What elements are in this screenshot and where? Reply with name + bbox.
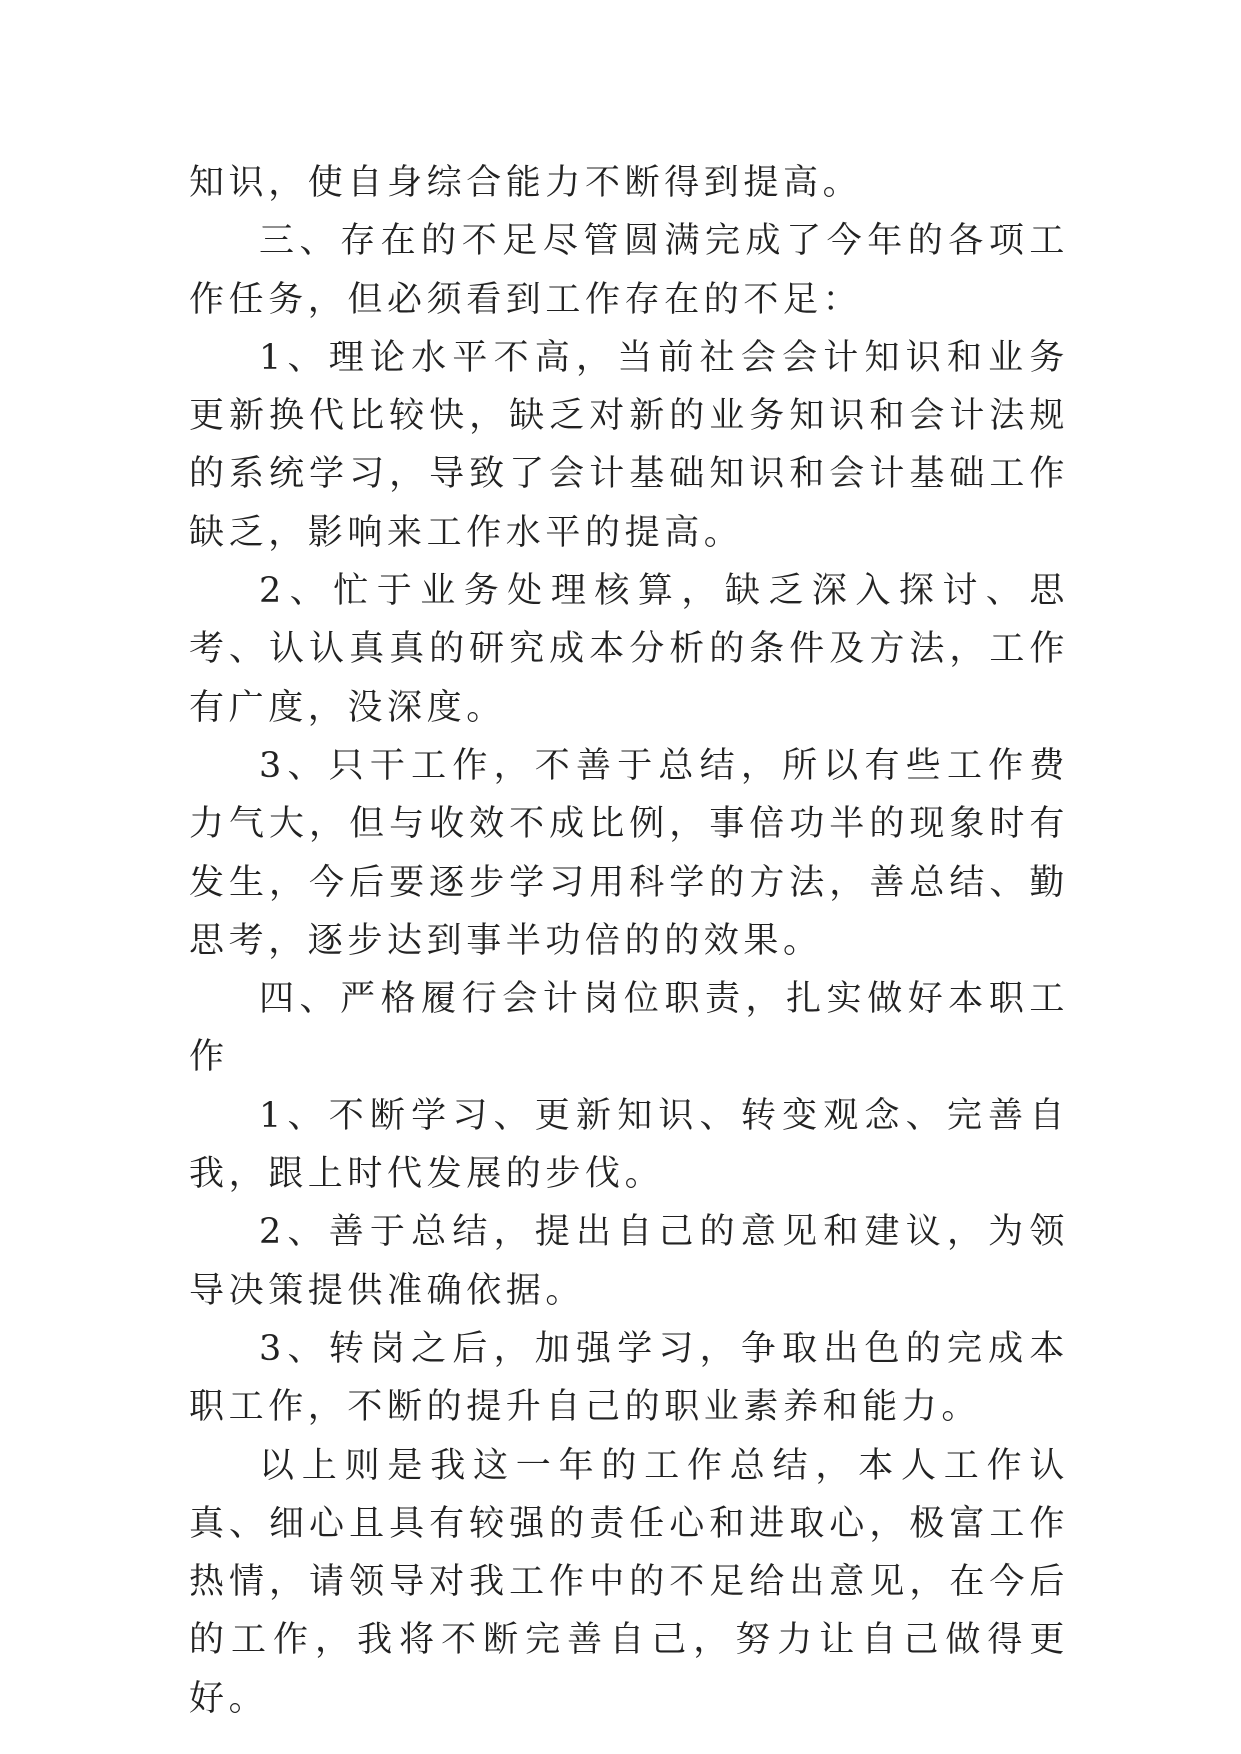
paragraph-2: 三、存在的不足尽管圆满完成了今年的各项工作任务，但必须看到工作存在的不足： — [189, 221, 1069, 320]
paragraph-3: 1、理论水平不高，当前社会会计知识和业务更新换代比较快，缺乏对新的业务知识和会计法规的系统学习，导致了会计基础知识和会计基础工作缺乏，影响来工作水平的提高。 — [189, 337, 1069, 553]
paragraph-9: 3、转岗之后，加强学习，争取出色的完成本职工作，不断的提升自己的职业素养和能力。 — [189, 1328, 1069, 1428]
paragraph-5: 3、只干工作，不善于总结，所以有些工作费力气大，但与收效不成比例，事倍功半的现象时有发生，今后要逐步学习用科学的方法，善总结、勤思考，逐步达到事半功倍的的效果。 — [189, 745, 1069, 961]
paragraph-4: 2、忙于业务处理核算，缺乏深入探讨、思考、认认真真的研究成本分析的条件及方法，工作有广度，没深度。 — [189, 571, 1069, 728]
section-heading: 四、严格履行会计岗位职责，扎实做好本职工作 — [189, 979, 1069, 1078]
paragraph-10: 以上则是我这一年的工作总结，本人工作认真、细心且具有较强的责任心和进取心，极富工作热情，请领导对我工作中的不足给出意见，在今后的工作，我将不断完善自己，努力让自己做得更好。 — [189, 1445, 1069, 1719]
paragraph-8: 2、善于总结，提出自己的意见和建议，为领导决策提供准确依据。 — [189, 1212, 1069, 1311]
paragraph-7: 1、不断学习、更新知识、转变观念、完善自我，跟上时代发展的步伐。 — [189, 1095, 1069, 1195]
paragraph-1: 知识，使自身综合能力不断得到提高。 — [189, 163, 863, 203]
document-body — [189, 154, 1069, 1728]
